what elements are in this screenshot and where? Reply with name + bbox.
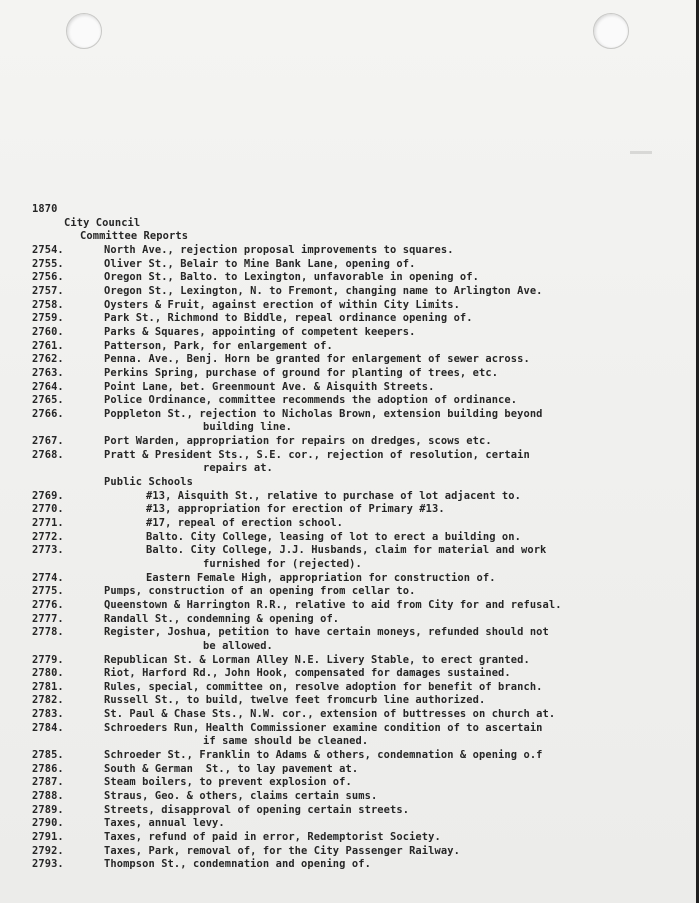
entry-text: Streets, disapproval of opening certain streets. xyxy=(104,803,410,816)
entry-number: 2756. xyxy=(32,271,64,284)
entry-text: Oysters & Fruit, against erection of within City Limits. xyxy=(104,298,460,311)
entry-text: Police Ordinance, committee recommends the adoption of ordinance. xyxy=(104,394,518,407)
entry-text: Port Warden, appropriation for repairs on dredges, scows etc. xyxy=(104,435,492,448)
entry-text: Perkins Spring, purchase of ground for planting of trees, etc. xyxy=(104,366,499,379)
entry-number: 2774. xyxy=(32,571,64,584)
entry-text: Straus, Geo. & others, claims certain sums. xyxy=(104,790,378,802)
entry-number: 2780. xyxy=(32,667,64,680)
entry-text: Taxes, Park, removal of, for the City Passenger Railway. xyxy=(104,844,460,857)
entry-number: 2770. xyxy=(32,503,64,516)
entry-continuation: building line. xyxy=(203,421,292,434)
entry-number: 2791. xyxy=(32,830,64,843)
section-heading: City Council xyxy=(64,216,141,229)
entry-text: Randall St., condemning & opening of. xyxy=(104,612,340,625)
entry-text: Oliver St., Belair to Mine Bank Lane, opening of. xyxy=(104,257,416,270)
entry-text: Pratt & President Sts., S.E. cor., rejection of resolution, certain xyxy=(104,448,530,461)
entry-number: 2787. xyxy=(32,776,64,789)
entry-number: 2764. xyxy=(32,380,64,393)
entry-number: 2786. xyxy=(32,762,64,775)
entry-number: 2778. xyxy=(32,626,64,639)
entry-text: North Ave., rejection proposal improvements to squares. xyxy=(104,244,454,256)
entry-number: 2762. xyxy=(32,353,64,366)
entry-text: Steam boilers, to prevent explosion of. xyxy=(104,776,352,789)
entry-text: Thompson St., condemnation and opening of. xyxy=(104,858,371,871)
entry-number: 2765. xyxy=(32,394,64,407)
entry-text: Riot, Harford Rd., John Hook, compensated for damages sustained. xyxy=(104,667,511,680)
entry-number: 2772. xyxy=(32,530,64,543)
entry-text: South & German St., to lay pavement at. xyxy=(104,762,359,775)
entry-number: 2783. xyxy=(32,708,64,721)
entry-text: Oregon St., Lexington, N. to Fremont, changing name to Arlington Ave. xyxy=(104,284,543,297)
entry-continuation: furnished for (rejected). xyxy=(203,557,362,570)
entry-text: Schroeders Run, Health Commissioner examine condition of to ascertain xyxy=(104,721,543,734)
entry-text: Rules, special, committee on, resolve adoption for benefit of branch. xyxy=(104,680,543,693)
entry-number: 2769. xyxy=(32,489,64,502)
entry-text: Park St., Richmond to Biddle, repeal ordinance opening of. xyxy=(104,312,473,325)
entry-number: 2776. xyxy=(32,598,64,611)
entry-text: Parks & Squares, appointing of competent keepers. xyxy=(104,325,416,338)
entry-number: 2755. xyxy=(32,257,64,270)
entry-text: Queenstown & Harrington R.R., relative to aid from City for and refusal. xyxy=(104,598,562,611)
entry-text: Oregon St., Balto. to Lexington, unfavorable in opening of. xyxy=(104,271,479,284)
entry-text: #13, appropriation for erection of Primary #13. xyxy=(146,503,445,516)
entry-text: Balto. City College, J.J. Husbands, claim for material and work xyxy=(146,544,547,557)
entry-number: 2789. xyxy=(32,803,64,816)
entry-number: 2763. xyxy=(32,366,64,379)
entry-text: Register, Joshua, petition to have certain moneys, refunded should not xyxy=(104,626,549,639)
entry-number: 2766. xyxy=(32,407,64,420)
entry-text: Balto. City College, leasing of lot to erect a building on. xyxy=(146,530,521,543)
entry-text: Pumps, construction of an opening from cellar to. xyxy=(104,585,416,598)
public-schools-heading: Public Schools xyxy=(104,476,193,489)
entry-number: 2758. xyxy=(32,298,64,311)
entry-text: Russell St., to build, twelve feet fromcurb line authorized. xyxy=(104,694,486,707)
entry-number: 2767. xyxy=(32,435,64,448)
entry-continuation: repairs at. xyxy=(203,462,273,475)
entry-text: Point Lane, bet. Greenmount Ave. & Aisquith Streets. xyxy=(104,380,435,393)
entry-number: 2784. xyxy=(32,721,64,734)
entry-number: 2773. xyxy=(32,544,64,557)
entry-number: 2757. xyxy=(32,284,64,297)
entry-text: Penna. Ave., Benj. Horn be granted for enlargement of sewer across. xyxy=(104,353,530,366)
entry-number: 2760. xyxy=(32,325,64,338)
entry-number: 2785. xyxy=(32,749,64,762)
year-heading: 1870 xyxy=(32,203,58,215)
entry-text: Patterson, Park, for enlargement of. xyxy=(104,339,333,352)
entry-text: #17, repeal of erection school. xyxy=(146,517,344,529)
entry-text: Taxes, annual levy. xyxy=(104,817,225,830)
subsection-heading: Committee Reports xyxy=(80,230,189,243)
entry-text: Eastern Female High, appropriation for construction of. xyxy=(146,571,496,584)
entry-number: 2775. xyxy=(32,585,64,598)
entry-text: Poppleton St., rejection to Nicholas Brown, extension building beyond xyxy=(104,407,543,420)
entry-number: 2779. xyxy=(32,653,64,666)
entry-number: 2759. xyxy=(32,312,64,325)
entry-number: 2781. xyxy=(32,680,64,693)
entry-text: St. Paul & Chase Sts., N.W. cor., extension of buttresses on church at. xyxy=(104,708,556,721)
entry-continuation: if same should be cleaned. xyxy=(203,735,369,748)
entry-number: 2754. xyxy=(32,244,64,256)
entry-text: Schroeder St., Franklin to Adams & others, condemnation & opening o.f xyxy=(104,749,543,762)
entry-number: 2782. xyxy=(32,694,64,707)
entry-number: 2788. xyxy=(32,790,64,802)
entry-text: Republican St. & Lorman Alley N.E. Livery Stable, to erect granted. xyxy=(104,653,530,666)
entry-number: 2768. xyxy=(32,448,64,461)
entry-number: 2761. xyxy=(32,339,64,352)
entry-text: #13, Aisquith St., relative to purchase of lot adjacent to. xyxy=(146,489,521,502)
entry-text: Taxes, refund of paid in error, Redemptorist Society. xyxy=(104,830,441,843)
entry-continuation: be allowed. xyxy=(203,639,273,652)
entry-number: 2792. xyxy=(32,844,64,857)
entry-number: 2793. xyxy=(32,858,64,871)
entry-number: 2771. xyxy=(32,517,64,529)
entry-number: 2790. xyxy=(32,817,64,830)
entry-number: 2777. xyxy=(32,612,64,625)
